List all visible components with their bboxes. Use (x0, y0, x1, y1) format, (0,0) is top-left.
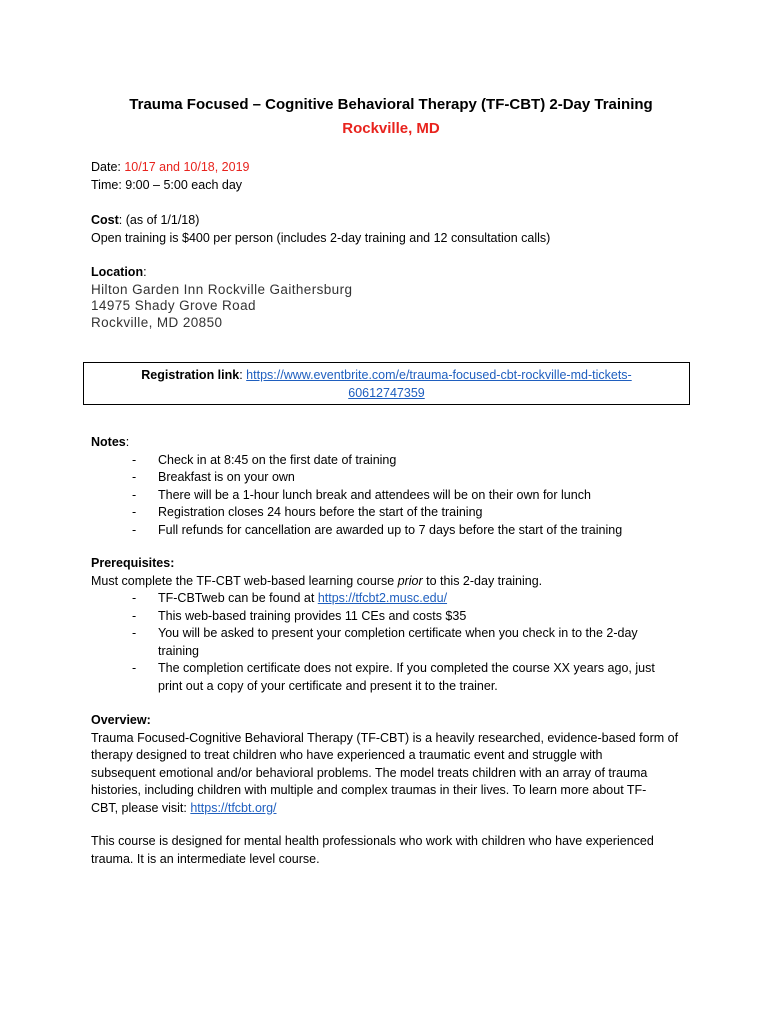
prereq-text: training (158, 643, 199, 658)
prerequisites-intro (91, 573, 691, 591)
location-heading-label (91, 264, 691, 282)
list-item (91, 625, 691, 660)
overview-line: histories, including children with multiple and complex traumas in their lives. To learn more about TF- (91, 783, 647, 797)
prereq-text: This web-based training provides 11 CEs and costs $35 (158, 608, 467, 623)
overview-line: therapy designed to treat children who have experienced a traumatic event and struggle with (91, 748, 603, 762)
notes-section (91, 434, 691, 539)
notes-label: Notes (91, 435, 126, 449)
note-text: There will be a 1-hour lunch break and attendees will be on their own for lunch (158, 487, 591, 502)
overview-line: subsequent emotional and/or behavioral problems. The model treats children with an array of trauma (91, 765, 648, 780)
note-text: Registration closes 24 hours before the start of the training (158, 505, 483, 519)
list-item (91, 469, 691, 487)
prerequisites-list (91, 590, 691, 695)
dash-bullet: - (132, 522, 137, 537)
closing-line: This course is designed for mental health professionals who work with children who have experienced (91, 834, 654, 848)
dash-bullet: - (132, 661, 137, 675)
date-label: Date: (91, 160, 125, 174)
notes-list (91, 452, 691, 540)
prereq-text: You will be asked to present your completion certificate when you check in to the 2-day (158, 626, 638, 640)
prereq-text: The completion certificate does not expire. If you completed the course XX years ago, just (158, 661, 655, 675)
registration-link[interactable]: https://www.eventbrite.com/e/trauma-focused-cbt-rockville-md-tickets- (246, 368, 632, 382)
address-line: Rockville, MD 20850 (91, 314, 223, 330)
registration-line-2 (84, 385, 689, 403)
registration-line-1 (84, 367, 689, 385)
prereq-text: print out a copy of your certificate and present it to the trainer. (158, 678, 498, 693)
prerequisites-label: Prerequisites: (91, 556, 175, 570)
registration-colon: : (239, 368, 247, 382)
dash-bullet: - (132, 487, 137, 502)
dash-bullet: - (132, 505, 137, 519)
date-value: 10/17 and 10/18, 2019 (124, 160, 250, 174)
registration-box (83, 362, 690, 405)
overview-section (91, 712, 691, 817)
overview-line (91, 800, 691, 818)
overview-line: Trauma Focused-Cognitive Behavioral Therapy (TF-CBT) is a heavily researched, evidence-based form of (91, 730, 679, 745)
intro-after: to this 2-day training. (422, 573, 543, 588)
registration-label: Registration link (141, 368, 240, 382)
location-heading: Rockville, MD (342, 120, 440, 137)
closing-line: trauma. It is an intermediate level course. (91, 851, 320, 866)
notes-colon: : (125, 435, 130, 449)
list-item (91, 504, 691, 522)
dash-bullet: - (132, 591, 137, 605)
date-line (91, 159, 691, 177)
location-colon: : (143, 265, 147, 279)
cost-heading (91, 212, 691, 230)
list-item (91, 487, 691, 505)
cost-section (91, 212, 691, 247)
dash-bullet: - (132, 452, 137, 467)
note-text: Full refunds for cancellation are awarded up to 7 days before the start of the training (158, 522, 623, 537)
intro-before: Must complete the TF-CBT web-based learning course (91, 573, 398, 588)
overview-last-text: CBT, please visit: (91, 800, 191, 815)
page-title: Trauma Focused – Cognitive Behavioral Therapy (TF-CBT) 2-Day Training (129, 96, 653, 113)
notes-heading (91, 434, 691, 452)
prerequisites-section (91, 555, 691, 695)
address-line: Hilton Garden Inn Rockville Gaithersburg (91, 281, 353, 297)
location-label: Location (91, 265, 144, 279)
list-item (91, 660, 691, 695)
overview-label: Overview: (91, 713, 151, 727)
cost-line: Open training is $400 per person (includes 2-day training and 12 consultation calls) (91, 230, 551, 245)
prereq-text: TF-CBTweb can be found at (158, 591, 318, 605)
closing-section (91, 833, 691, 868)
tfcbt-org-link[interactable]: https://tfcbt.org/ (190, 800, 277, 815)
time-line: Time: 9:00 – 5:00 each day (91, 177, 243, 192)
dash-bullet: - (132, 608, 137, 623)
list-item (91, 522, 691, 540)
cost-note: : (as of 1/1/18) (118, 213, 200, 227)
list-item (91, 590, 691, 608)
address-block (91, 282, 691, 332)
list-item (91, 452, 691, 470)
note-text: Breakfast is on your own (158, 470, 295, 484)
date-time-section (91, 159, 691, 194)
tfcbtweb-link[interactable]: https://tfcbt2.musc.edu/ (317, 591, 448, 605)
address-line: 14975 Shady Grove Road (91, 298, 256, 313)
dash-bullet: - (132, 626, 137, 640)
registration-link-continued[interactable]: 60612747359 (348, 385, 425, 400)
intro-italic: prior (397, 573, 423, 588)
location-section (91, 264, 691, 331)
cost-label: Cost (91, 213, 119, 227)
list-item (91, 608, 691, 626)
note-text: Check in at 8:45 on the first date of training (158, 452, 397, 467)
dash-bullet: - (132, 470, 137, 484)
